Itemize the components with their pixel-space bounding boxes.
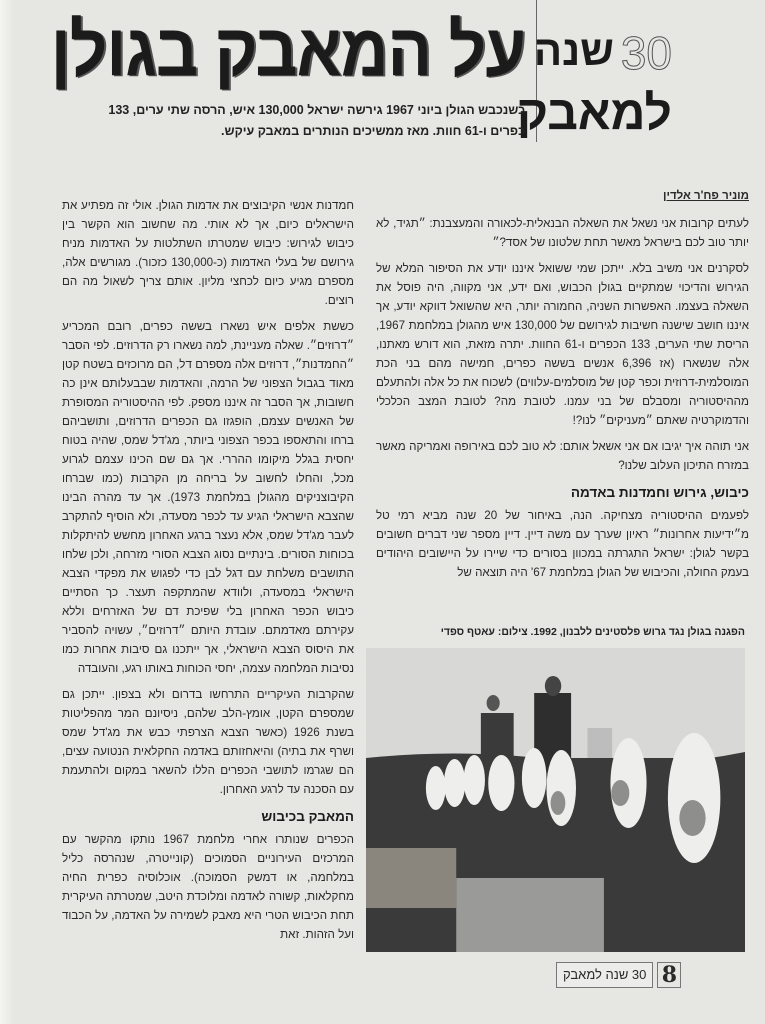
footer-series-title: 30 שנה למאבק [556, 962, 653, 988]
paragraph: לפעמים ההיסטוריה מצחיקה. הנה, באיחור של 20 שנה מביא רמי טל מ״ידיעות אחרונות״ ראיון שערך עם משה דיין. דיין מספר שני דברים חשובים בקשר לגולן: ישראל התגרתה במכוון בסורים כדי שיירו על היישובים היהודים בעמק החולה, והכיבוש של הגולן במלחמת 67' היה תוצאה של [376, 509, 749, 579]
logo-line1: שנה [533, 27, 614, 74]
logo-number: 30 [620, 27, 672, 79]
paragraph: לעתים קרובות אני נשאל את השאלה הבנאלית-לכאורה והמעצבנת: ״תגיד, לא יותר טוב לכם בישראל מאשר תחת שלטונו של אסד?״ [376, 217, 749, 249]
photo-caption: הפגנה בגולן נגד גרוש פלסטינים ללבנון, 1992. צילום: עאטף ספדי [440, 626, 745, 638]
paragraph: הכפרים שנותרו אחרי מלחמת 1967 נותקו מהקשר עם המרכזים העירוניים הסמוכים (קונייטרה, שנהרסה כליל במלחמה, או דמשק הסמוכה). אוכלוסיה כפרית החיה מחקלאות, קשורה לאדמה ומלוכדת היטב, שמטרתה העיקרית תחת הכיבוש הטרי היא מאבק לשמירה על האדמה, על הכבוד ועל הזהות. זאת [62, 833, 354, 941]
paragraph: כששת אלפים איש נשארו בששה כפרים, רובם המכריע ״דרוזים״. שאלה מעניינת, למה נשארו רק הדרוזים. לפי הסבר ״החמדנות״, דרוזים אלה מספרם דל, הם מרוכזים בשטח קטן מאוד בגבול הצפוני של הרמה, והאדמות שבבעלותם אינן כה חשובות, אך הסבר זה איננו מספק. לפי ההיסטוריה המסופרת של האנשים עצמם, הופגזו גם הכפרים הדרוזים, ותושביהם ברחו והתאספו בכפר הצפוני ביותר, מג'דל שמס, שהיה בטוח יחסית בגלל מיקומו ההררי. אך גם שם הכינו עצמם לגרוע מכל, והחלו לחשוב על בריחה מן הקרבות (כמו שברחו הקיבוצניקים מהגולן במלחמת 1973). אך עד מהרה הבינו שהצבא הישראלי הגיע עד לכפר מסעדה, ולא הוסיף להתקרב לעבר מג'דל שמס, אלא נעצר ברגע האחרון מחשש להיתקלות בכוחות הסורים. בינתיים נסוג הצבא הסורי מזרחה, ולכן שלחו התושבים משלחת עם דגל לבן כדי לפגוש את מפקדי הצבא הישראלי במסעדה, ולוודא שהמתקפה תעצר. כך הסתיים כיבוש הכפר האחרון בלי שפיכת דם של האזרחים וללא עקירתם מאדמתם. עובדת היותם ״דרוזים״, עשויה להסביר את היסוס הצבא הישראלי, אך ייתכנו גם סיבות אחרות כמו נסיבות המלחמה עצמה, יחסי הכוחות באותו רגע, והעובדה [62, 320, 354, 675]
paragraph: לסקרנים אני משיב בלא. ייתכן שמי ששואל איננו יודע את הסיפור המלא של הגירוש והדיכוי שמתקיים בגולן הכבוש, ואם ידע, אני מקווה, היה פוסל את השאלה בעצמו. האפשרות השניה, החמורה יותר, היא שהשואל דווקא יודע, אך איננו חושב שישנה חשיבות לגירושם של 130,000 איש מהגולן במלחמת 1967, הריסת שתי הערים, 133 הכפרים ו-61 החוות. יתרה מזאת, הוא דורש מאתנו, אלה שנשארו (אז 6,396 אנשים בששה כפרים, חמישה מהם בני הכת המוסלמית-דרוזית וכפר קטן של מוסלמים-עלווים) לשכוח את כל אלה ולהתעלם מההיסטוריה ומסבלם של בני עמנו. לטובת מה? לטובת המצב הכלכלי והדמוקרטיה שאתם ״מעניקים״ לנו?! [376, 262, 749, 427]
page-number: 8 [657, 962, 681, 988]
page-edge [0, 0, 14, 1024]
right-column [376, 187, 749, 589]
left-column [62, 196, 354, 951]
protest-photo [366, 648, 745, 952]
section-heading: כיבוש, גירוש וחמדנות באדמה [570, 485, 749, 500]
page-footer [556, 962, 681, 988]
paragraph: חמדנות אנשי הקיבוצים את אדמות הגולן. אולי זה מפתיע את הישראלים כיום, אך לא אותי. מה שחשוב הוא הקשר בין כיבוש לגירוש: כיבוש שמטרתו השתלטות על האדמות מניח גירושם של בעלי האדמות (כ-130,000 כזכור). מגורשים אלה, מספרם מגיע כיום לכחצי מליון. אותם צריך לשאול מה הם רוצים. [62, 199, 355, 307]
page-title: על המאבק בגולן [50, 8, 525, 92]
logo-line2: למאבק [516, 87, 672, 140]
subtitle: כשנכבש הגולן ביוני 1967 גירשה ישראל 130,000 איש, הרסה שתי ערים, 133 כפרים ו-61 חוות. מאז ממשיכים הנותרים במאבק עיקש. [108, 103, 525, 138]
paragraph: אני תוהה איך יגיבו אם אני אשאל אותם: לא טוב לכם באירופה ואמריקה מאשר במזרח התיכון העלוב שלנו? [376, 440, 749, 472]
author-byline: מוניר פח'ר אלדין [663, 190, 749, 202]
section-heading: המאבק בכיבוש [261, 809, 354, 824]
paragraph: שהקרבות העיקריים התרחשו בדרום ולא בצפון. ייתכן גם שמספרם הקטן, אומץ-הלב שלהם, ניסיונם המר מהפליטות בשנת 1926 (כאשר הצבא הצרפתי כבש את מג'דל שמס ושרף את בתיה) והיאחזותם באדמה החקלאית הנטועה עצים, הם שגרמו לתושבי הכפרים הללו להשאר במקום ולהתעמת עם הסכנה עד לרגע האחרון. [62, 688, 354, 796]
series-logo [516, 24, 672, 148]
photo-illustration [366, 648, 745, 952]
